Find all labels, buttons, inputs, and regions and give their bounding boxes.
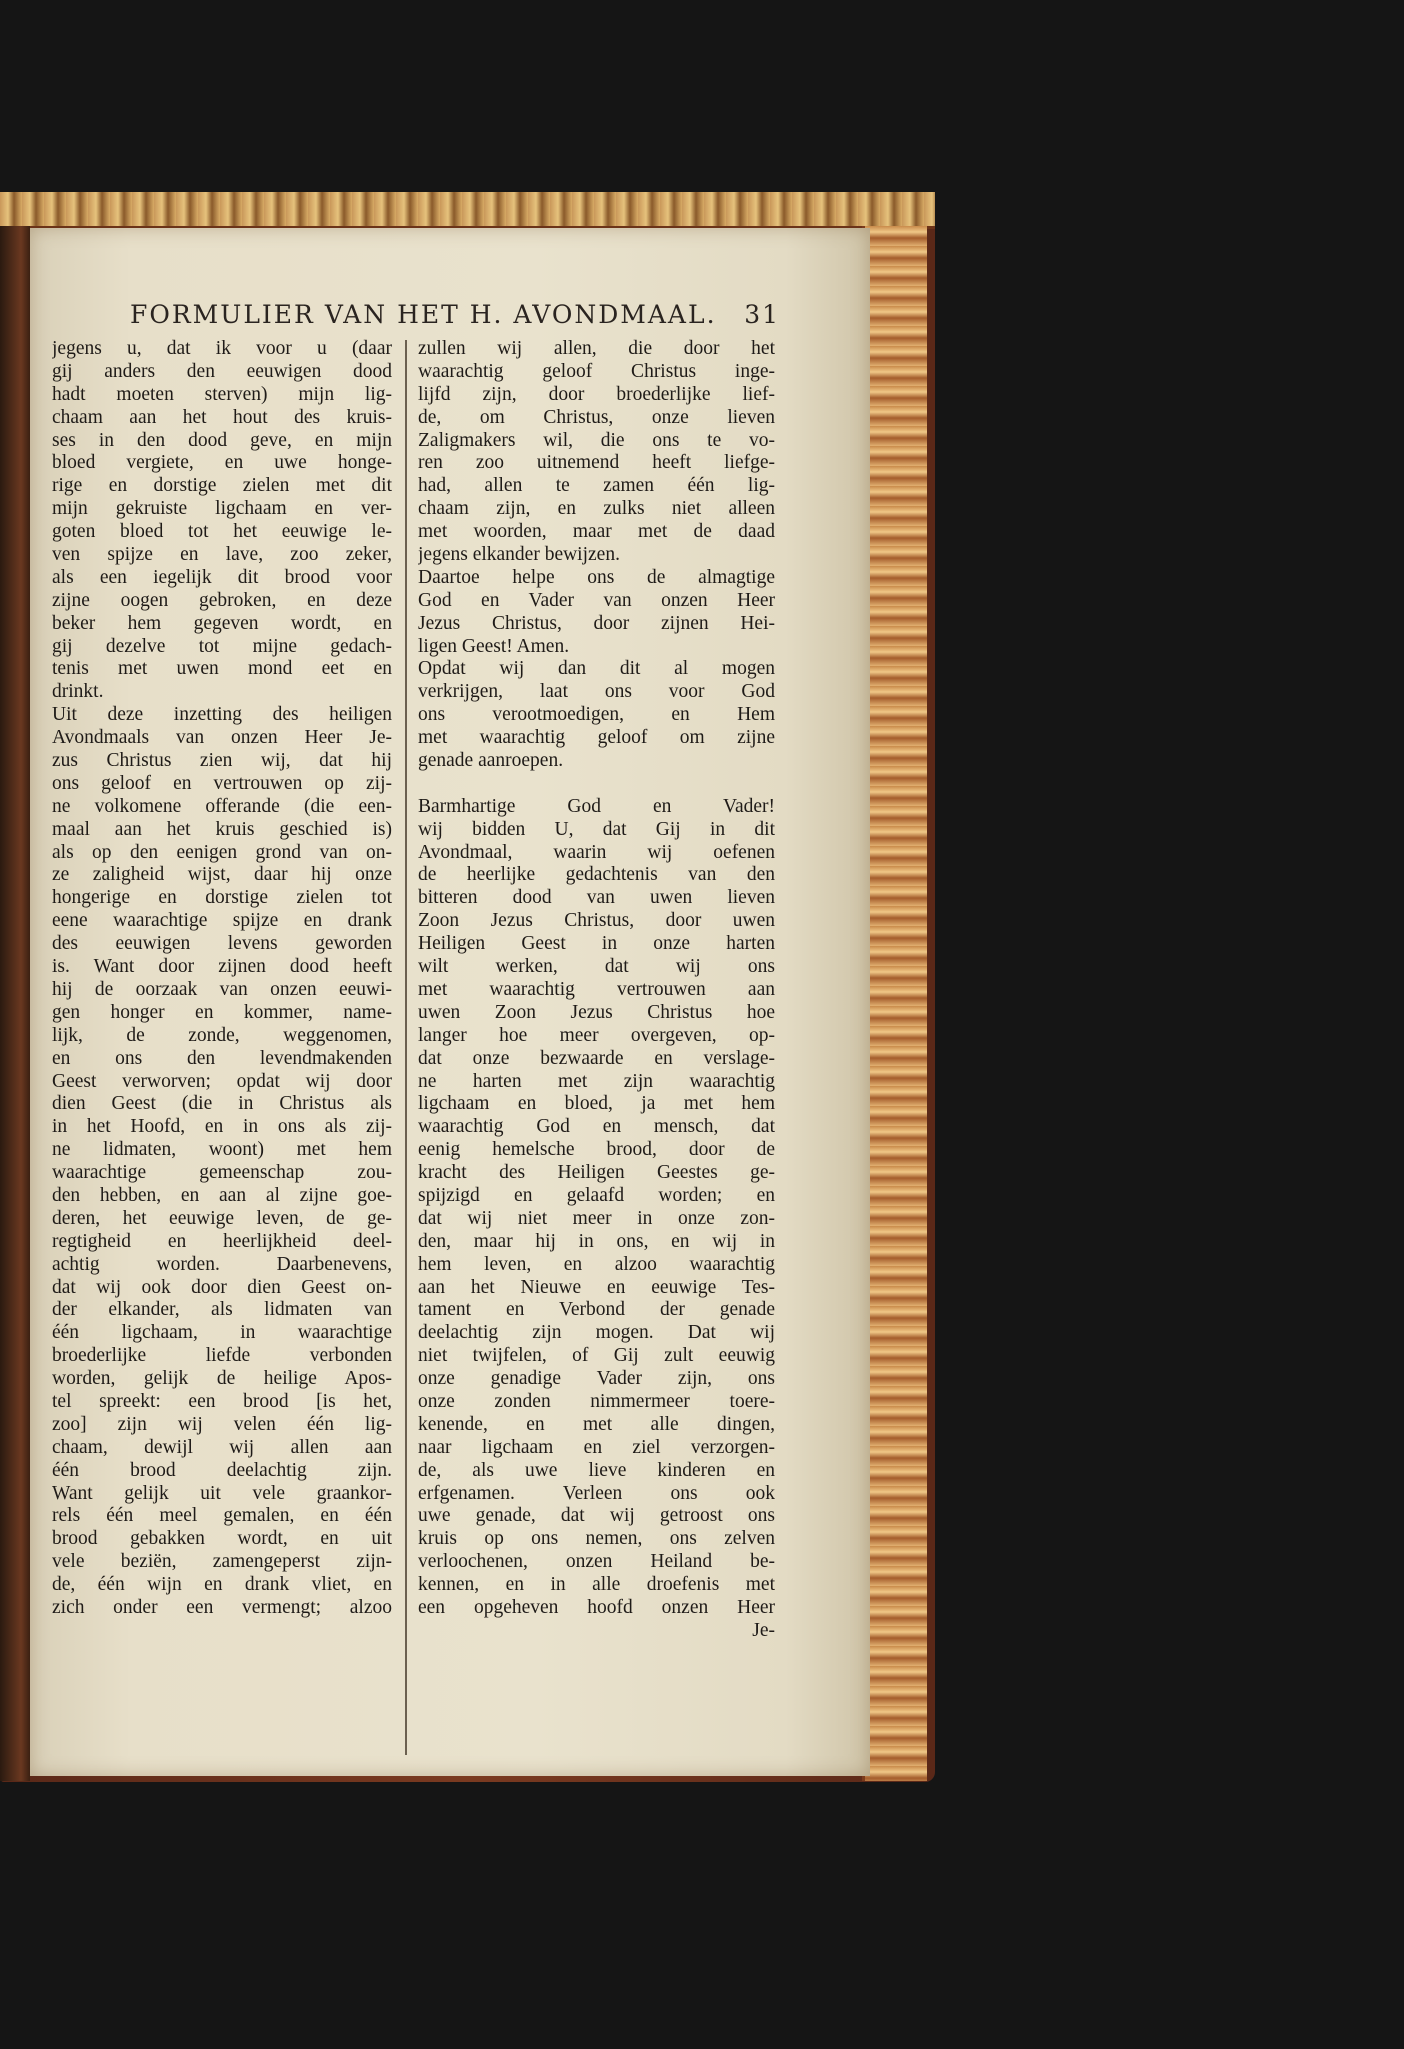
- text-line: [418, 773, 775, 796]
- text-line: ligchaam en bloed, ja met hem: [418, 1093, 775, 1115]
- text-line: zullen wij allen, die door het: [418, 338, 775, 359]
- text-line: kenende, en met alle dingen,: [418, 1413, 775, 1435]
- text-line: met waarachtig vertrouwen aan: [418, 978, 775, 1000]
- text-line: zijne oogen gebroken, en deze: [52, 589, 392, 611]
- text-line: jegens elkander bewijzen.: [418, 544, 620, 566]
- page-number: 31: [744, 300, 780, 329]
- text-line: Avondmaal, waarin wij oefenen: [418, 841, 775, 863]
- text-line: maal aan het kruis geschied is): [52, 818, 392, 840]
- text-line: tament en Verbond der genade: [418, 1299, 775, 1321]
- text-line: spijzigd en gelaafd worden; en: [418, 1184, 775, 1206]
- text-line: ren zoo uitnemend heeft liefge-: [418, 452, 775, 474]
- text-line: zoo] zijn wij velen één lig-: [52, 1413, 392, 1435]
- text-line: ne lidmaten, woont) met hem: [52, 1139, 392, 1161]
- text-line: hij de oorzaak van onzen eeuwi-: [52, 978, 392, 1000]
- text-line: verloochenen, onzen Heiland be-: [418, 1551, 775, 1573]
- text-line: God en Vader van onzen Heer: [418, 589, 775, 611]
- text-line: wij bidden U, dat Gij in dit: [418, 818, 775, 840]
- text-line: beker hem gegeven wordt, en: [52, 612, 392, 634]
- text-line: bloed vergiete, en uwe honge-: [52, 452, 392, 474]
- text-line: en ons den levendmakenden: [52, 1047, 392, 1069]
- text-line: deelachtig zijn mogen. Dat wij: [418, 1322, 775, 1344]
- text-line: als op den eenigen grond van on-: [52, 841, 392, 863]
- text-line: ne harten met zijn waarachtig: [418, 1070, 775, 1092]
- text-line: achtig worden. Daarbenevens,: [52, 1253, 392, 1275]
- text-line: een opgeheven hoofd onzen Heer: [418, 1596, 775, 1618]
- text-line: de, om Christus, onze lieven: [418, 406, 775, 428]
- text-line: de, als uwe lieve kinderen en: [418, 1459, 775, 1481]
- text-line: rels één meel gemalen, en één: [52, 1505, 392, 1527]
- text-line: den hebben, en aan al zijne goe-: [52, 1184, 392, 1206]
- text-line: rige en dorstige zielen met dit: [52, 475, 392, 497]
- text-line: Opdat wij dan dit al mogen: [418, 658, 775, 680]
- gilt-page-edge: [862, 226, 927, 1781]
- text-line: eenig hemelsche brood, door de: [418, 1139, 775, 1161]
- text-line: had, allen te zamen één lig-: [418, 475, 775, 497]
- text-line: den, maar hij in ons, en wij in: [418, 1230, 775, 1252]
- text-line: des eeuwigen levens geworden: [52, 933, 392, 955]
- text-line: hongerige en dorstige zielen tot: [52, 887, 392, 909]
- text-line: ons verootmoedigen, en Hem: [418, 704, 775, 726]
- text-line: worden, gelijk de heilige Apos-: [52, 1368, 392, 1390]
- text-line: jegens u, dat ik voor u (daar: [52, 338, 392, 359]
- text-line: waarachtige gemeenschap zou-: [52, 1162, 392, 1184]
- text-line: ze zaligheid wijst, daar hij onze: [52, 864, 392, 886]
- text-line: Avondmaals van onzen Heer Je-: [52, 727, 392, 749]
- text-line: Heiligen Geest in onze harten: [418, 933, 775, 955]
- text-line: Zoon Jezus Christus, door uwen: [418, 910, 775, 932]
- running-header: [130, 300, 780, 334]
- text-line: gij anders den eeuwigen dood: [52, 360, 392, 382]
- text-line: dat onze bezwaarde en verslage-: [418, 1047, 775, 1069]
- text-line: lijk, de zonde, weggenomen,: [52, 1024, 392, 1046]
- text-line: langer hoe meer overgeven, op-: [418, 1024, 775, 1046]
- text-line: genade aanroepen.: [418, 750, 564, 772]
- text-line: Geest verworven; opdat wij door: [52, 1070, 392, 1092]
- text-line: brood gebakken wordt, en uit: [52, 1528, 392, 1550]
- text-line: ven spijze en lave, zoo zeker,: [52, 544, 392, 566]
- book-top-edge: [0, 192, 935, 229]
- text-line: broederlijke liefde verbonden: [52, 1345, 392, 1367]
- text-line: onze genadige Vader zijn, ons: [418, 1368, 775, 1390]
- text-line: zich onder een vermengt; alzoo: [52, 1596, 392, 1618]
- text-line: gen honger en kommer, name-: [52, 1001, 392, 1023]
- text-line: de, één wijn en drank vliet, en: [52, 1574, 392, 1596]
- book-left-edge: [0, 226, 30, 1781]
- text-line: Daartoe helpe ons de almagtige: [418, 566, 775, 588]
- text-line: uwen Zoon Jezus Christus hoe: [418, 1001, 775, 1023]
- text-line: verkrijgen, laat ons voor God: [418, 681, 775, 703]
- text-line: niet twijfelen, of Gij zult eeuwig: [418, 1345, 775, 1367]
- text-line: wilt werken, dat wij ons: [418, 956, 775, 978]
- text-line: tenis met uwen mond eet en: [52, 658, 392, 680]
- text-line: kracht des Heiligen Geestes ge-: [418, 1162, 775, 1184]
- text-line: als een iegelijk dit brood voor: [52, 566, 392, 588]
- text-line: één brood deelachtig zijn.: [52, 1459, 392, 1481]
- text-line: ons geloof en vertrouwen op zij-: [52, 772, 392, 794]
- text-line: kennen, en in alle droefenis met: [418, 1574, 775, 1596]
- text-line: goten bloed tot het eeuwige le-: [52, 521, 392, 543]
- text-line: waarachtig geloof Christus inge-: [418, 360, 775, 382]
- text-line: lijfd zijn, door broederlijke lief-: [418, 383, 775, 405]
- text-line: uwe genade, dat wij getroost ons: [418, 1505, 775, 1527]
- text-line: erfgenamen. Verleen ons ook: [418, 1482, 775, 1504]
- text-line: aan het Nieuwe en eeuwige Tes-: [418, 1276, 775, 1298]
- right-text-column: [418, 338, 775, 1643]
- text-line: deren, het eeuwige leven, de ge-: [52, 1207, 392, 1229]
- text-line: chaam aan het hout des kruis-: [52, 406, 392, 428]
- text-line: met woorden, maar met de daad: [418, 521, 775, 543]
- text-line: regtigheid en heerlijkheid deel-: [52, 1230, 392, 1252]
- text-line: één ligchaam, in waarachtige: [52, 1322, 392, 1344]
- text-line: met waarachtig geloof om zijne: [418, 727, 775, 749]
- text-line: onze zonden nimmermeer toere-: [418, 1390, 775, 1412]
- text-line: Want gelijk uit vele graankor-: [52, 1482, 392, 1504]
- text-line: dat wij niet meer in onze zon-: [418, 1207, 775, 1229]
- text-line: tel spreekt: een brood [is het,: [52, 1390, 392, 1412]
- left-text-column: [52, 338, 392, 1620]
- text-line: drinkt.: [52, 681, 104, 703]
- text-line: Jezus Christus, door zijnen Hei-: [418, 612, 775, 634]
- text-line: gij dezelve tot mijne gedach-: [52, 635, 392, 657]
- text-line: naar ligchaam en ziel verzorgen-: [418, 1436, 775, 1458]
- text-line: is. Want door zijnen dood heeft: [52, 956, 392, 978]
- text-line: in het Hoofd, en in ons als zij-: [52, 1116, 392, 1138]
- text-line: kruis op ons nemen, ons zelven: [418, 1528, 775, 1550]
- text-line: ligen Geest! Amen.: [418, 635, 570, 657]
- text-line: ses in den dood geve, en mijn: [52, 429, 392, 451]
- text-line: mijn gekruiste ligchaam en ver-: [52, 498, 392, 520]
- text-line: dat wij ook door dien Geest on-: [52, 1276, 392, 1298]
- text-line: vele beziën, zamengeperst zijn-: [52, 1551, 392, 1573]
- running-title: FORMULIER VAN HET H. AVONDMAAL.: [130, 300, 717, 329]
- text-line: zus Christus zien wij, dat hij: [52, 750, 392, 772]
- text-line: Zaligmakers wil, die ons te vo-: [418, 429, 775, 451]
- text-line: waarachtig God en mensch, dat: [418, 1116, 775, 1138]
- text-line: hem leven, en alzoo waarachtig: [418, 1253, 775, 1275]
- text-line: ne volkomene offerande (die een-: [52, 795, 392, 817]
- text-line: dien Geest (die in Christus als: [52, 1093, 392, 1115]
- text-line: Barmhartige God en Vader!: [418, 795, 775, 817]
- text-line: der elkander, als lidmaten van: [52, 1299, 392, 1321]
- text-line: hadt moeten sterven) mijn lig-: [52, 383, 392, 405]
- text-line: eene waarachtige spijze en drank: [52, 910, 392, 932]
- text-line: chaam, dewijl wij allen aan: [52, 1436, 392, 1458]
- text-line: bitteren dood van uwen lieven: [418, 887, 775, 909]
- text-line: de heerlijke gedachtenis van den: [418, 864, 775, 886]
- text-line: Je-: [752, 1619, 775, 1641]
- column-divider: [405, 340, 407, 1755]
- text-line: Uit deze inzetting des heiligen: [52, 704, 392, 726]
- text-line: chaam zijn, en zulks niet alleen: [418, 498, 775, 520]
